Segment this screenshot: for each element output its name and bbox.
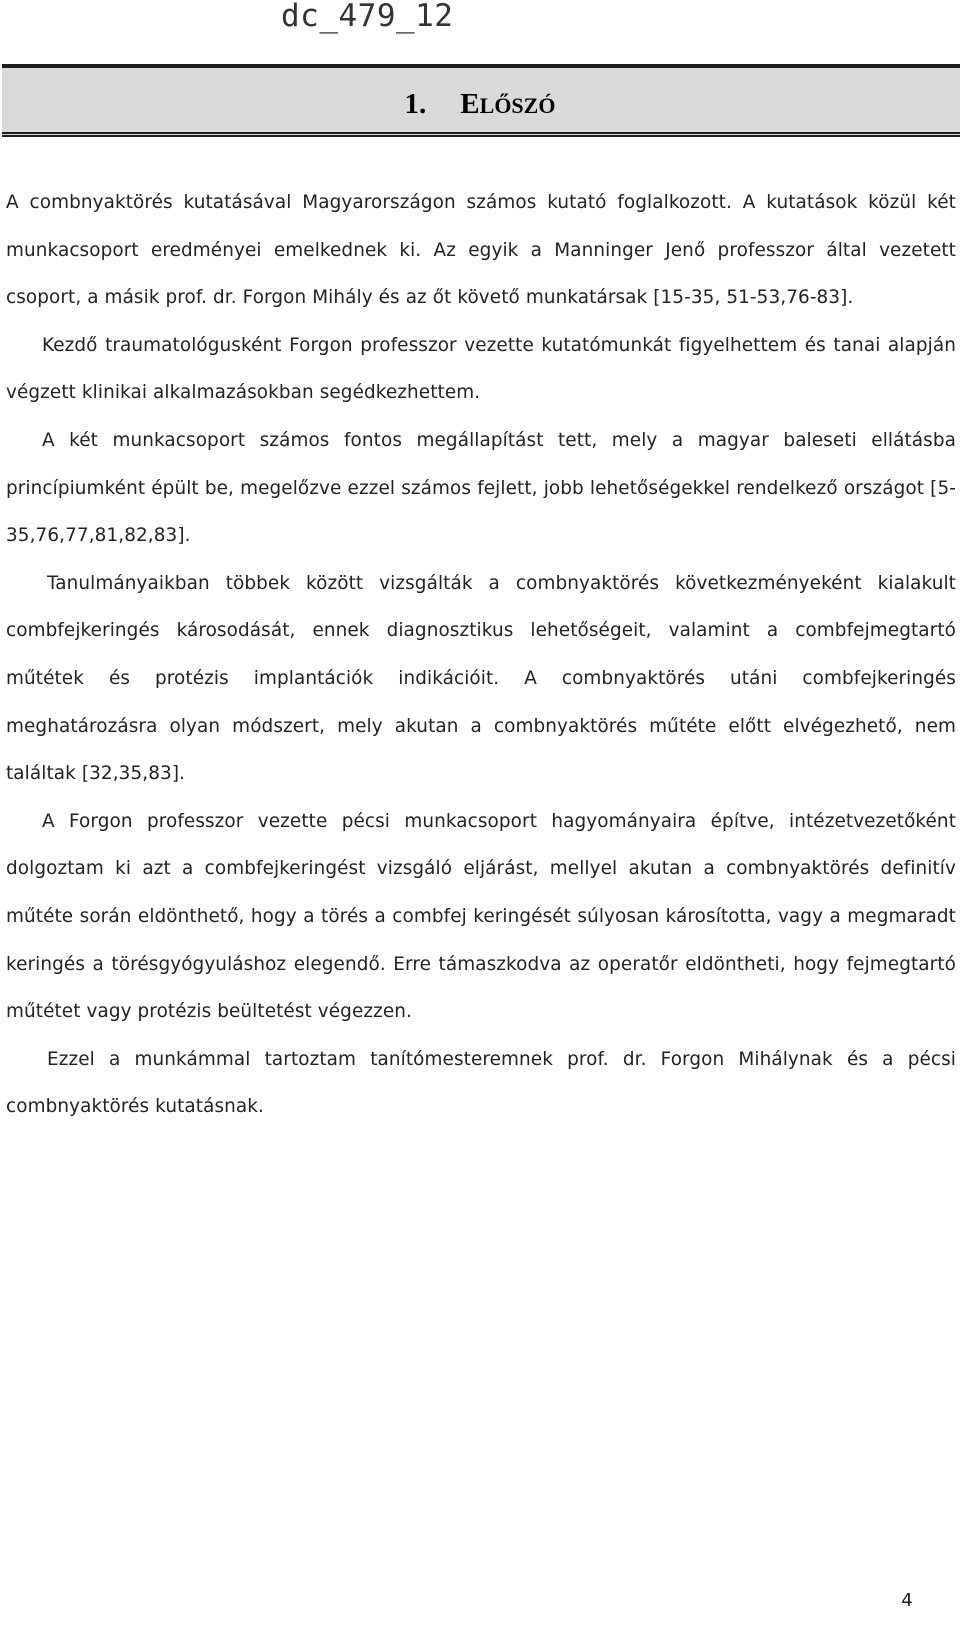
chapter-title-initial: E xyxy=(460,88,480,120)
paragraph-5: A Forgon professzor vezette pécsi munkacsoport hagyományaira építve, intézetvezetőként dolgoztam ki azt a combfejkeringést vizsgáló eljárást, mellyel akutan a combnyaktörés definitív műtéte során eldönthető, hogy a törés a combfej keringését súlyosan károsította, vagy a megmaradt keringés a törésgyógyuláshoz elegendő. Erre támaszkodva az operatőr eldöntheti, hogy fejmegtartó műtétet vagy protézis beültetést végezzen. xyxy=(6,810,956,1023)
paragraph-1: A combnyaktörés kutatásával Magyarországon számos kutató foglalkozott. A kutatások közül két munkacsoport eredményei emelkednek ki. Az egyik a Manninger Jenő professzor által vezetett csoport, a másik prof. dr. Forgon Mihály és az őt követő munkatársak [15-35, 51-53,76-83]. xyxy=(6,192,956,309)
body-text xyxy=(6,179,956,1131)
paragraph-4: Tanulmányaikban többek között vizsgálták a combnyaktörés következményeként kialakult combfejkeringés károsodását, ennek diagnosztikus lehetőségeit, valamint a combfejmegtartó műtétek és protézis implantációk indikációit. A combnyaktörés utáni combfejkeringés meghatározásra olyan módszert, mely akutan a combnyaktörés műtéte előtt elvégezhető, nem találtak [32,35,83]. xyxy=(6,572,956,785)
paragraph-6: Ezzel a munkámmal tartoztam tanítómesteremnek prof. dr. Forgon Mihálynak és a pécsi combnyaktörés kutatásnak. xyxy=(6,1048,956,1118)
chapter-heading xyxy=(0,86,960,124)
paragraph-3: A két munkacsoport számos fontos megállapítást tett, mely a magyar baleseti ellátásba princípiumként épült be, megelőzve ezzel számos fejlett, jobb lehetőségekkel rendelkező országot [5-35,76,77,81,82,83]. xyxy=(6,429,956,547)
page-number: 4 xyxy=(901,1590,913,1611)
paragraph-2: Kezdő traumatológusként Forgon professzor vezette kutatómunkát figyelhettem és tanai alapján végzett klinikai alkalmazásokban segédkezhettem. xyxy=(6,334,956,404)
chapter-title xyxy=(460,88,555,120)
chapter-number: 1. xyxy=(404,88,427,120)
document-id: dc_479_12 xyxy=(281,0,454,34)
chapter-title-rest: LŐSZÓ xyxy=(479,93,556,118)
